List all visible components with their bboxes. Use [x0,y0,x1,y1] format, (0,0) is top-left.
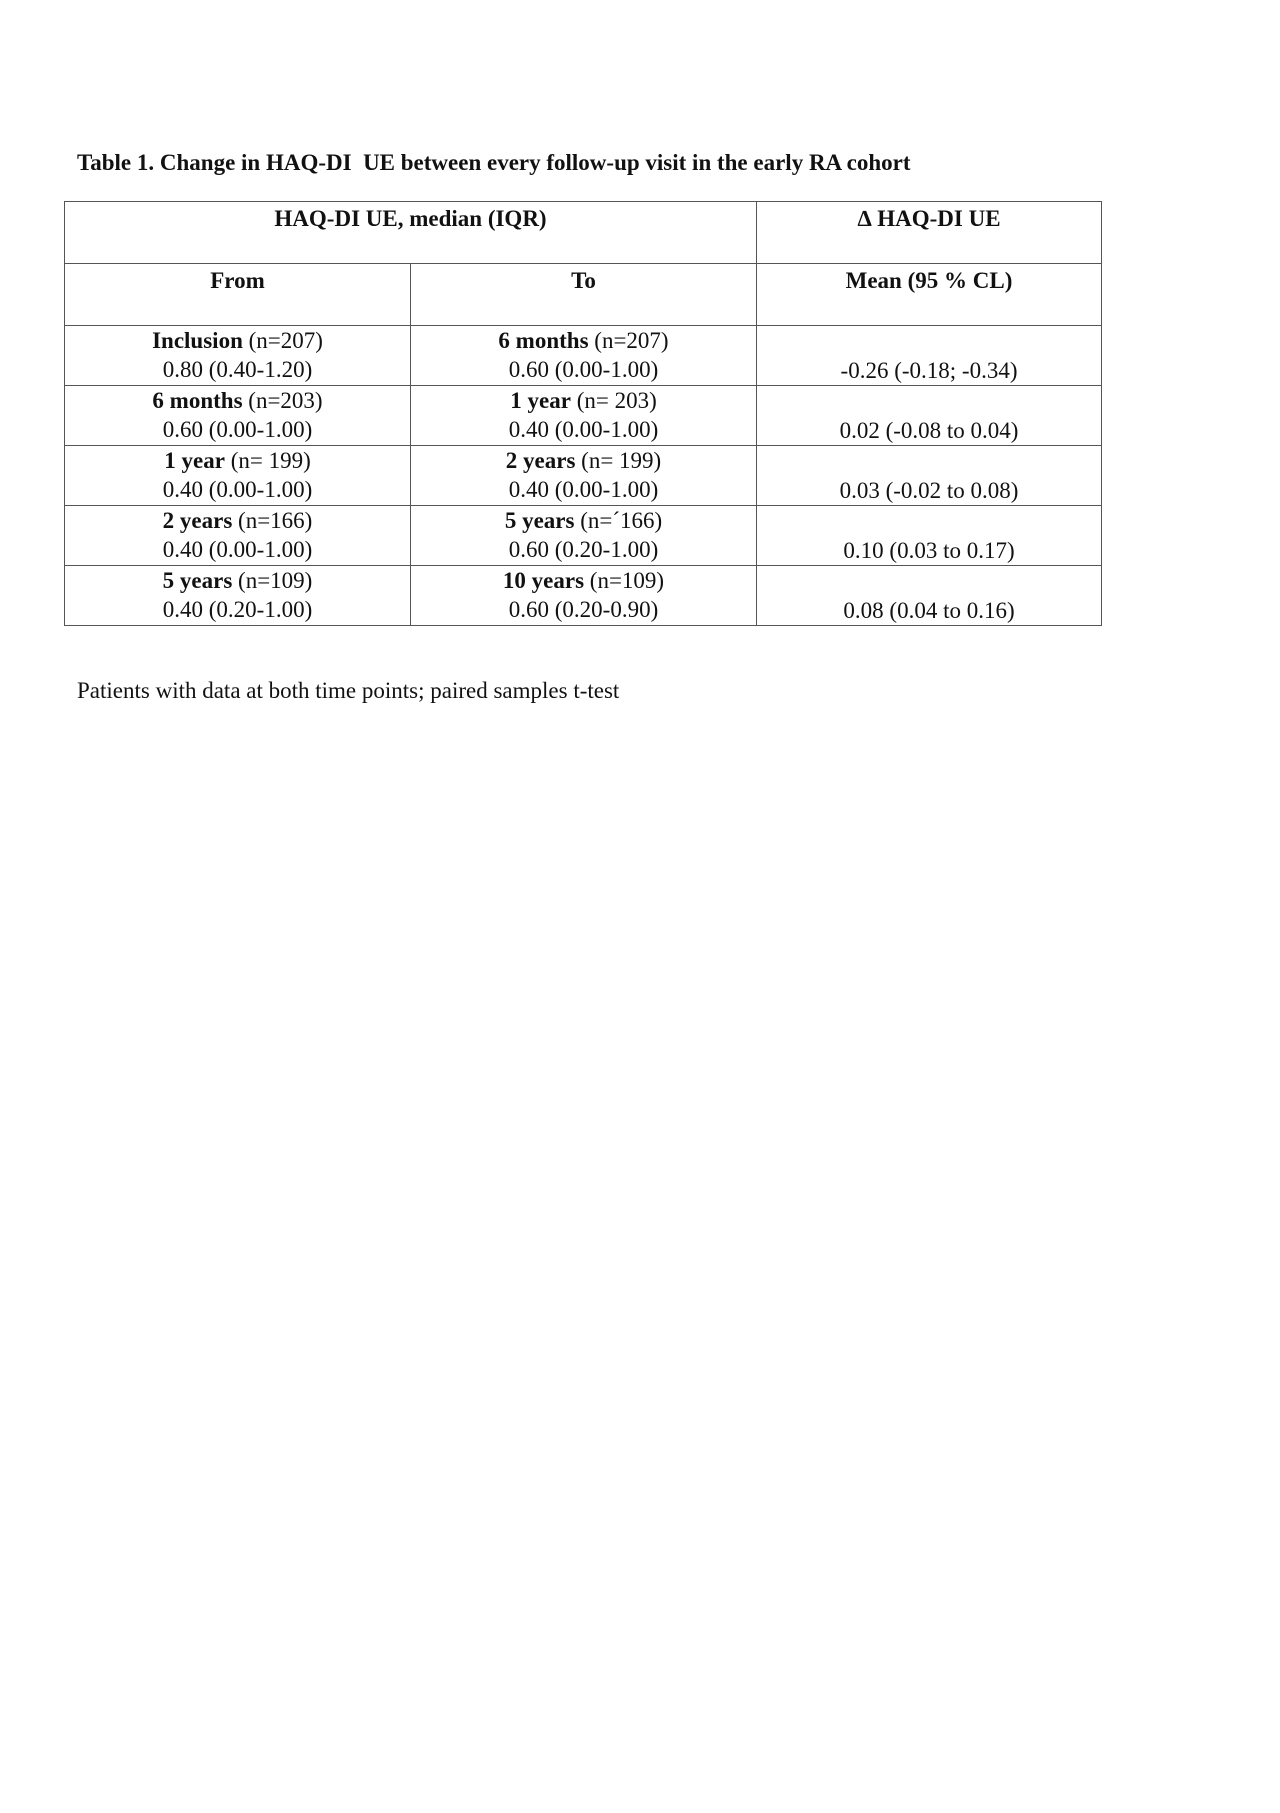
from-value: 0.40 (0.00-1.00) [162,477,313,502]
to-time: 5 years [504,508,575,533]
from-time: 5 years [162,568,233,593]
median-iqr-header: HAQ-DI UE, median (IQR) [65,202,757,264]
from-time: 6 months [152,388,243,413]
to-time: 6 months [498,328,589,353]
to-time: 1 year [510,388,571,413]
to-cell [411,446,757,506]
to-time: 2 years [505,448,576,473]
to-cell [411,566,757,626]
table-row [65,446,1102,506]
to-value: 0.40 (0.00-1.00) [508,417,659,442]
to-n: (n= 203) [570,388,657,413]
to-n: (n=109) [584,568,665,593]
delta-header: ∆ HAQ-DI UE [757,202,1102,264]
table-row [65,566,1102,626]
table-row [65,506,1102,566]
delta-cell [757,326,1102,386]
delta-cell [757,446,1102,506]
to-cell [411,506,757,566]
to-n: (n= 199) [575,448,662,473]
to-n: (n=207) [588,328,669,353]
from-value: 0.60 (0.00-1.00) [162,417,313,442]
to-cell [411,326,757,386]
delta-cell [757,386,1102,446]
from-header: From [65,264,411,326]
delta-value: -0.26 (-0.18; -0.34) [840,358,1018,383]
header-row-top [65,202,1102,264]
delta-value: 0.03 (-0.02 to 0.08) [839,478,1019,503]
table-row [65,386,1102,446]
haq-di-table [64,201,1102,626]
header-row-sub [65,264,1102,326]
delta-value: 0.10 (0.03 to 0.17) [843,538,1015,563]
from-value: 0.40 (0.00-1.00) [162,537,313,562]
to-n: (n=´166) [574,508,663,533]
from-cell [65,566,411,626]
table-row [65,326,1102,386]
from-n: (n=109) [232,568,313,593]
delta-value: 0.08 (0.04 to 0.16) [843,598,1015,623]
from-cell [65,386,411,446]
to-value: 0.60 (0.20-1.00) [508,537,659,562]
from-n: (n=166) [232,508,313,533]
to-value: 0.60 (0.20-0.90) [508,597,659,622]
mean-ci-header: Mean (95 % CL) [757,264,1102,326]
from-cell [65,446,411,506]
delta-cell [757,566,1102,626]
table-footnote: Patients with data at both time points; paired samples t-test [77,678,620,703]
from-time: Inclusion [152,328,243,353]
to-value: 0.40 (0.00-1.00) [508,477,659,502]
table-title: Table 1. Change in HAQ-DI UE between every follow-up visit in the early RA cohort [77,150,911,175]
from-n: (n=203) [242,388,323,413]
delta-cell [757,506,1102,566]
from-n: (n=207) [242,328,323,353]
to-time: 10 years [502,568,585,593]
to-header: To [411,264,757,326]
from-cell [65,506,411,566]
from-value: 0.40 (0.20-1.00) [162,597,313,622]
to-value: 0.60 (0.00-1.00) [508,357,659,382]
from-n: (n= 199) [224,448,311,473]
to-cell [411,386,757,446]
delta-value: 0.02 (-0.08 to 0.04) [839,418,1019,443]
from-time: 1 year [164,448,225,473]
from-time: 2 years [162,508,233,533]
from-cell [65,326,411,386]
from-value: 0.80 (0.40-1.20) [162,357,313,382]
